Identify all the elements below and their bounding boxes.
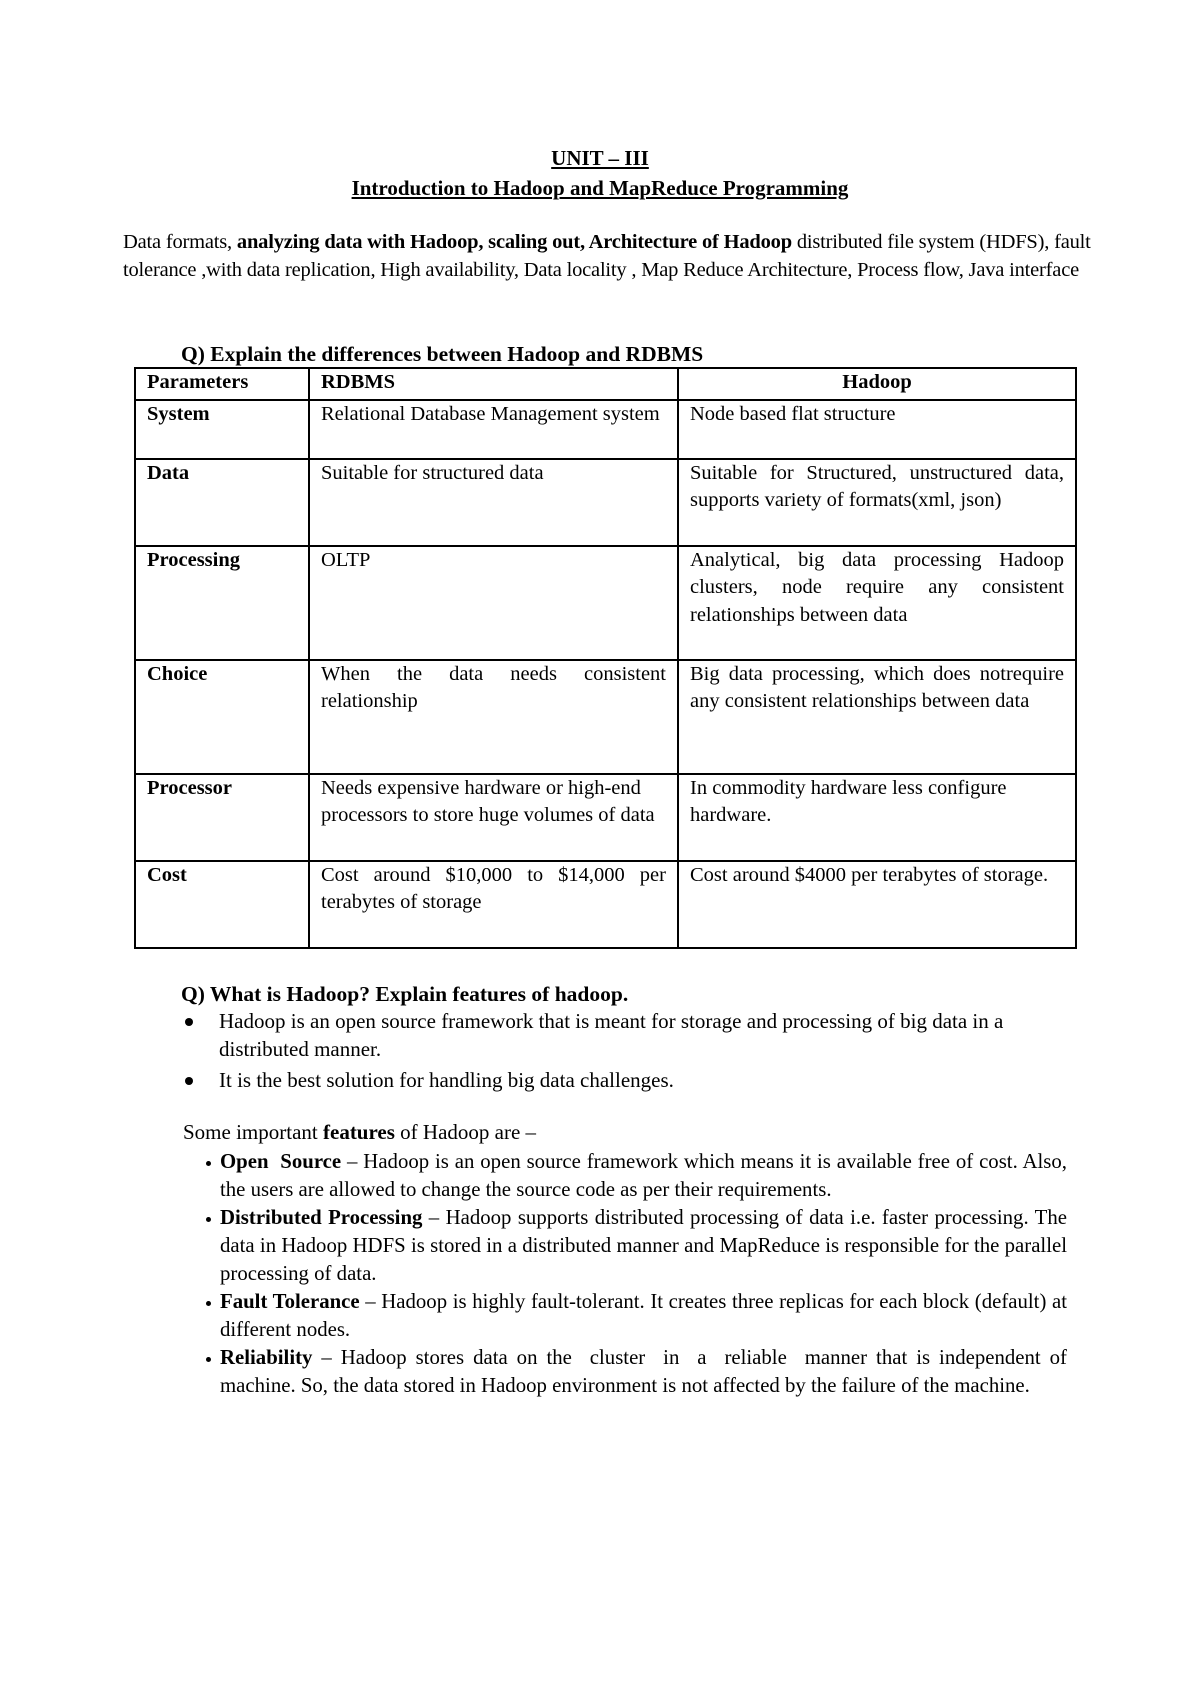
bullet-icon [206,1357,211,1362]
feature-name: Reliability [220,1346,313,1369]
feature-text: – Hadoop is an open source framework which means it is available free of cost. Also, the users are allowed to change the source code as per their requirements. [220,1150,1067,1201]
comparison-table [134,367,1077,949]
question-1-heading: Q) Explain the differences between Hadoop and RDBMS [181,342,704,366]
list-item-text: Hadoop is an open source framework that is meant for storage and processing of big data in a distributed manner. [219,1009,1004,1061]
topics-part-2: analyzing data with Hadoop, scaling out, Architecture of Hadoop [236,231,792,253]
table-row [135,459,1076,546]
feature-item [205,1148,1067,1204]
bullet-icon [206,1217,211,1222]
row-param: Processing [135,546,309,660]
feature-text: – Hadoop stores data on the cluster in a reliable manner that is independent of machine. So, the data stored in Hadoop environment is not affected by the failure of the machine. [220,1346,1073,1397]
row-hadoop: Big data processing, which does notrequire any consistent relationships between data [678,660,1076,774]
row-rdbms: When the data needs consistent relationship [309,660,678,774]
header-rdbms: RDBMS [309,368,678,400]
row-hadoop: Cost around $4000 per terabytes of storage. [678,861,1076,948]
row-hadoop: In commodity hardware less configure hardware. [678,774,1076,861]
features-intro-bold: features [323,1120,395,1144]
table-row [135,400,1076,459]
row-hadoop: Analytical, big data processing Hadoop clusters, node require any consistent relationships between data [678,546,1076,660]
row-rdbms: Needs expensive hardware or high-end processors to store huge volumes of data [309,774,678,861]
table-row [135,546,1076,660]
row-param: Processor [135,774,309,861]
row-param: Choice [135,660,309,774]
feature-name: Fault Tolerance [220,1290,360,1313]
row-param: System [135,400,309,459]
unit-title: UNIT – III [551,146,649,170]
list-item [183,1007,1063,1063]
feature-text: – Hadoop supports distributed processing of data i.e. faster processing. The data in Hadoop HDFS is stored in a distributed manner and MapReduce is responsible for the parallel processing of data. [220,1206,1067,1285]
topics-part-3: distributed file system (HDFS), fault tolerance ,with data replication, High availability, Data locality , Map Reduce Architecture, Process flow, Java interface [123,231,1091,281]
feature-name: Distributed Processing [220,1206,423,1229]
table-row [135,774,1076,861]
feature-name: Open Source [220,1150,342,1173]
row-hadoop: Node based flat structure [678,400,1076,459]
features-intro-post: of Hadoop are – [394,1120,537,1144]
topics-part-1: Data formats, [123,231,237,253]
list-item [183,1066,1063,1094]
feature-item [205,1288,1067,1344]
row-rdbms: Relational Database Management system [309,400,678,459]
row-rdbms: OLTP [309,546,678,660]
feature-item [205,1344,1073,1400]
features-intro [183,1120,536,1145]
table-row [135,861,1076,948]
question-2-heading: Q) What is Hadoop? Explain features of hadoop. [181,982,629,1006]
features-intro-pre: Some important [183,1120,323,1144]
header-parameters: Parameters [135,368,309,400]
list-item-text: It is the best solution for handling big data challenges. [219,1068,674,1092]
hadoop-definition-list [183,1007,1063,1097]
row-param: Cost [135,861,309,948]
row-hadoop: Suitable for Structured, unstructured data, supports variety of formats(xml, json) [678,459,1076,546]
bullet-icon [206,1301,211,1306]
row-param: Data [135,459,309,546]
bullet-icon [185,1018,193,1026]
feature-item [205,1204,1067,1288]
row-rdbms: Cost around $10,000 to $14,000 per terabytes of storage [309,861,678,948]
bullet-icon [185,1077,193,1085]
feature-text: – Hadoop is highly fault-tolerant. It creates three replicas for each block (default) at different nodes. [220,1290,1067,1341]
features-list [205,1148,1073,1400]
page-title: Introduction to Hadoop and MapReduce Programming [351,176,849,200]
header-hadoop: Hadoop [678,368,1076,400]
table-header-row [135,368,1076,400]
bullet-icon [206,1161,211,1166]
topics-paragraph [123,228,1103,284]
row-rdbms: Suitable for structured data [309,459,678,546]
table-row [135,660,1076,774]
